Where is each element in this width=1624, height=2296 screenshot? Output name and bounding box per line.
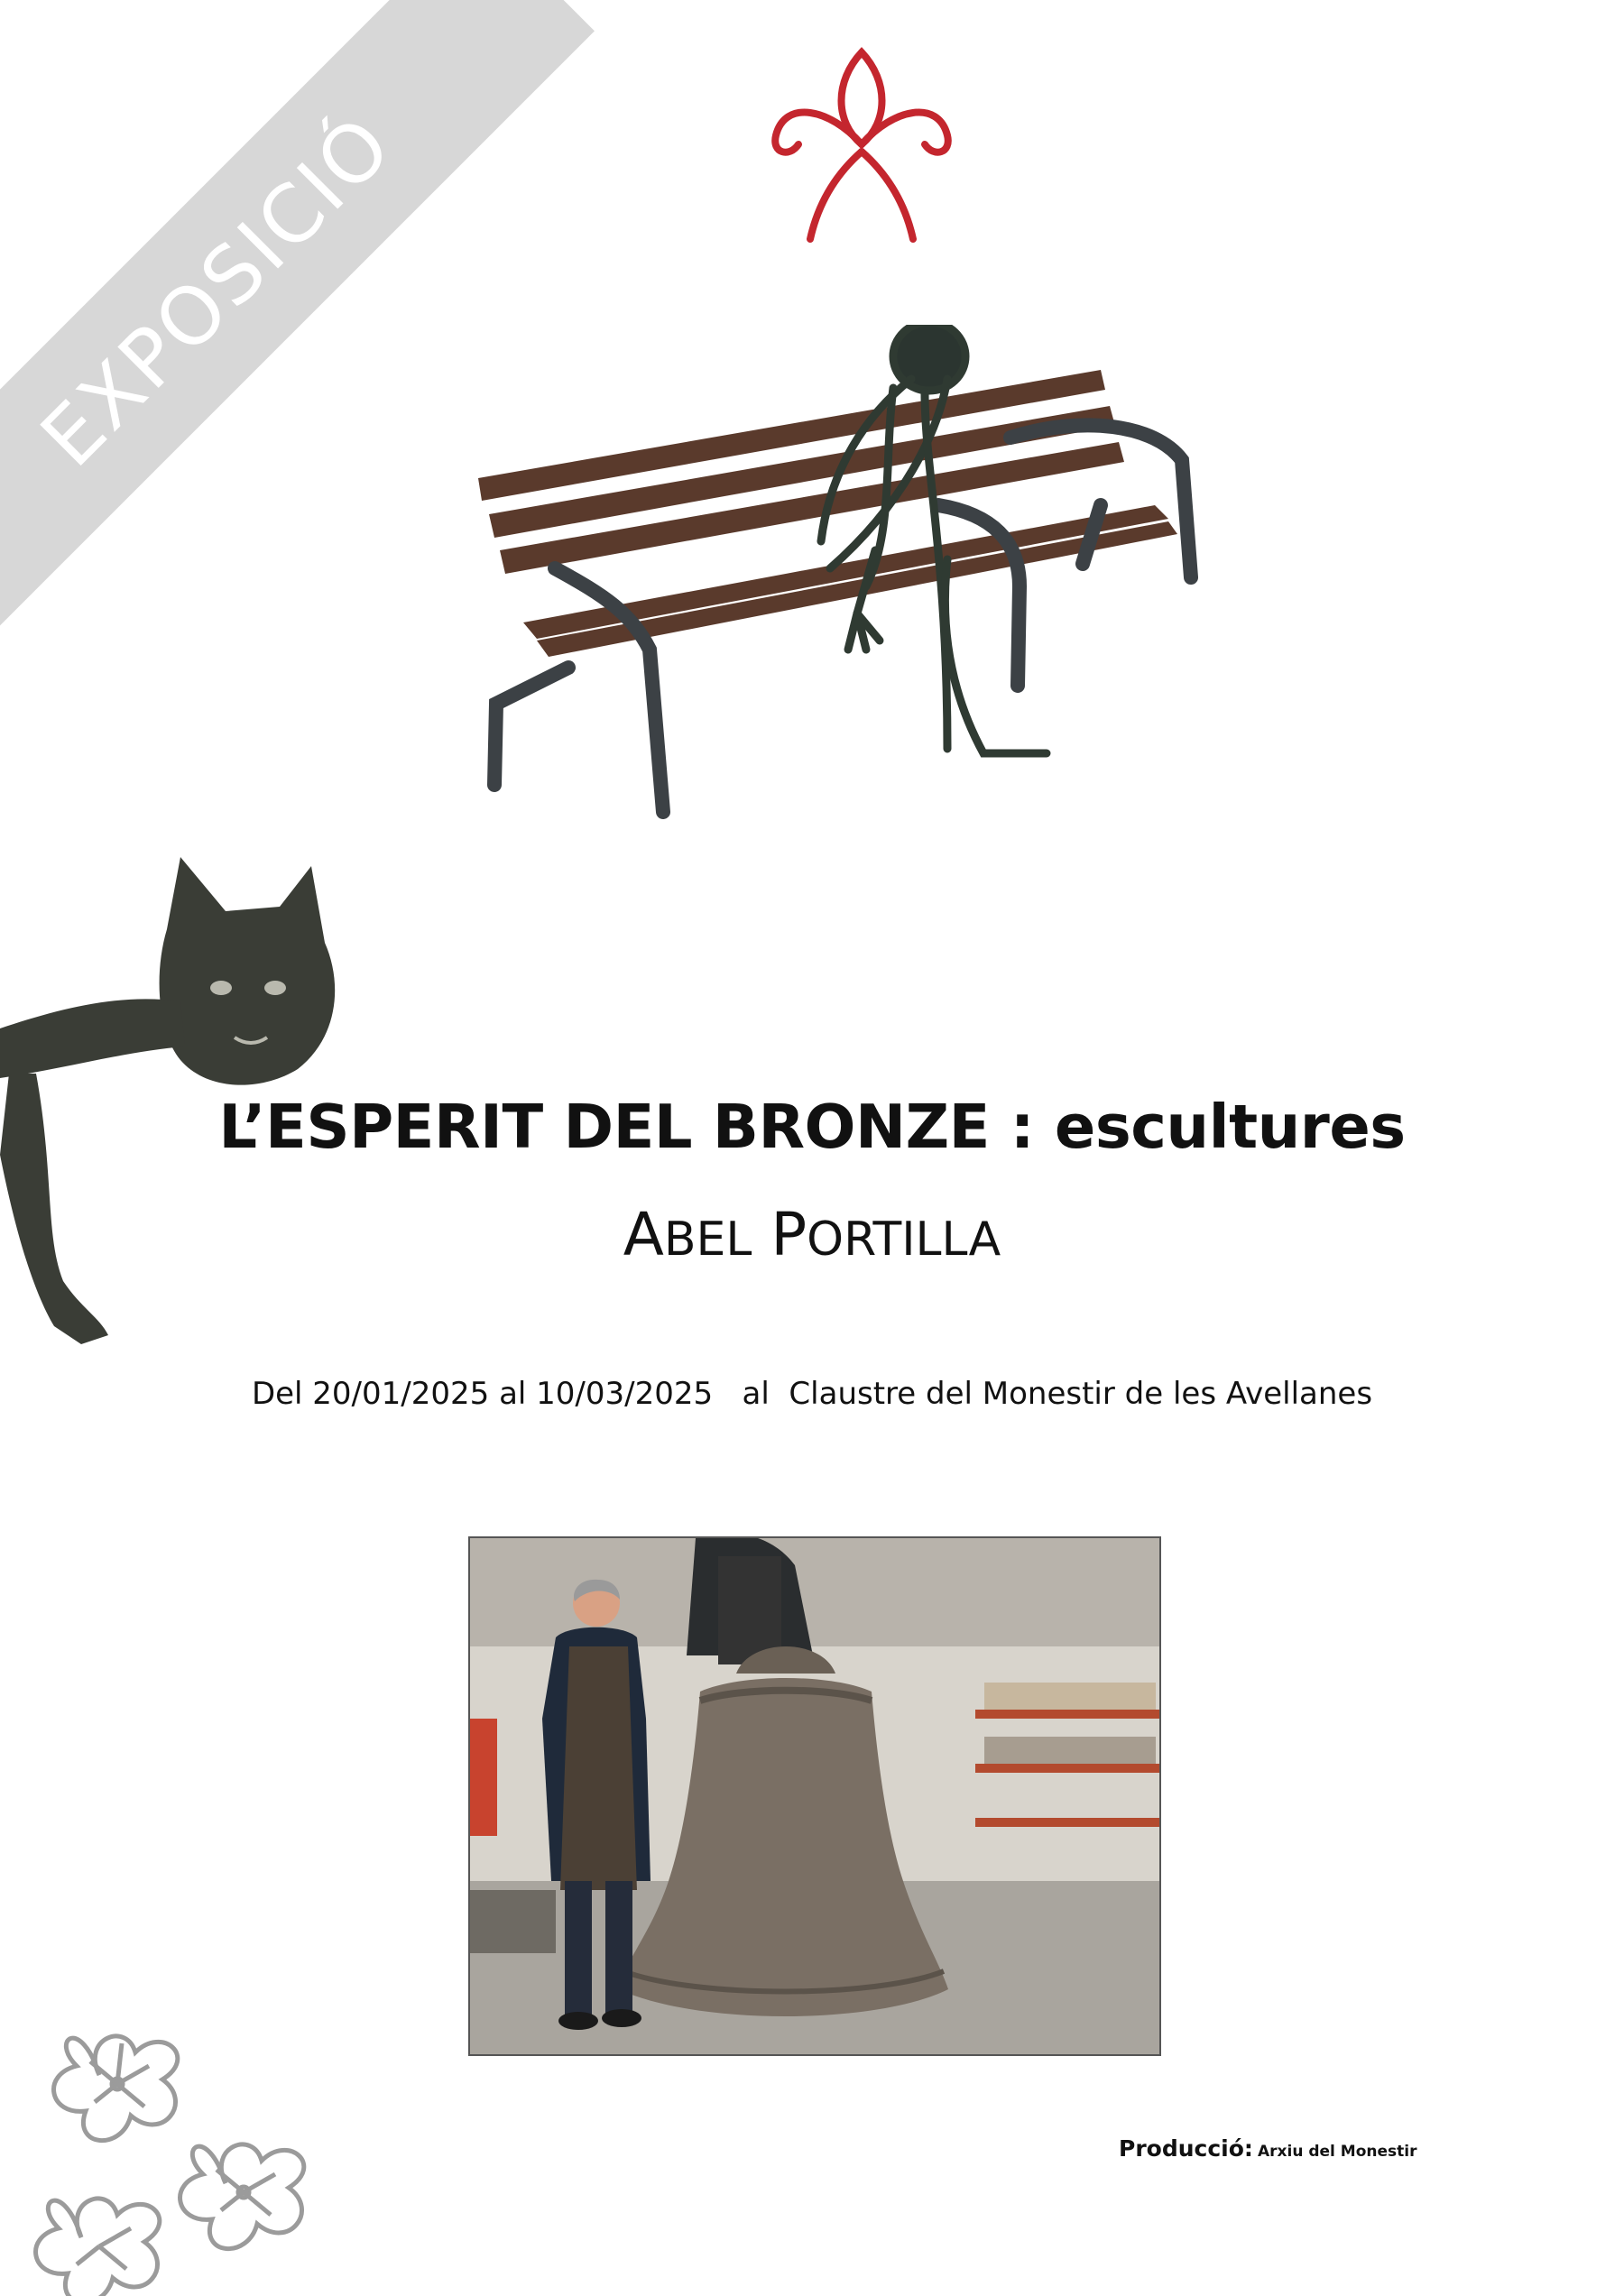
ribbon-label: EXPOSICIÓ <box>23 97 411 485</box>
exhibition-dates-location: Del 20/01/2025 al 10/03/2025 al Claustre del Monestir de les Avellanes <box>251 1376 1373 1412</box>
author-first-initial: A <box>623 1200 664 1269</box>
artist-with-bell-photo <box>468 1536 1161 2056</box>
flower-outline-decoration-icon <box>0 1967 325 2296</box>
production-credit <box>1119 2135 1416 2162</box>
exhibition-title: L’ESPERIT DEL BRONZE : escultures <box>218 1092 1406 1162</box>
author-last-initial: P <box>770 1200 807 1269</box>
fleur-de-lis-logo-icon <box>749 45 974 248</box>
artist-name <box>0 1200 1624 1269</box>
credit-value: Arxiu del Monestir <box>1258 2143 1417 2161</box>
author-first-rest: BEL <box>663 1213 752 1267</box>
workshop-photo-illustration <box>470 1538 1159 2054</box>
bench-sculpture-image <box>469 325 1236 830</box>
author-last-rest: ORTILLA <box>807 1213 1001 1267</box>
credit-label: Producció: <box>1119 2135 1253 2162</box>
